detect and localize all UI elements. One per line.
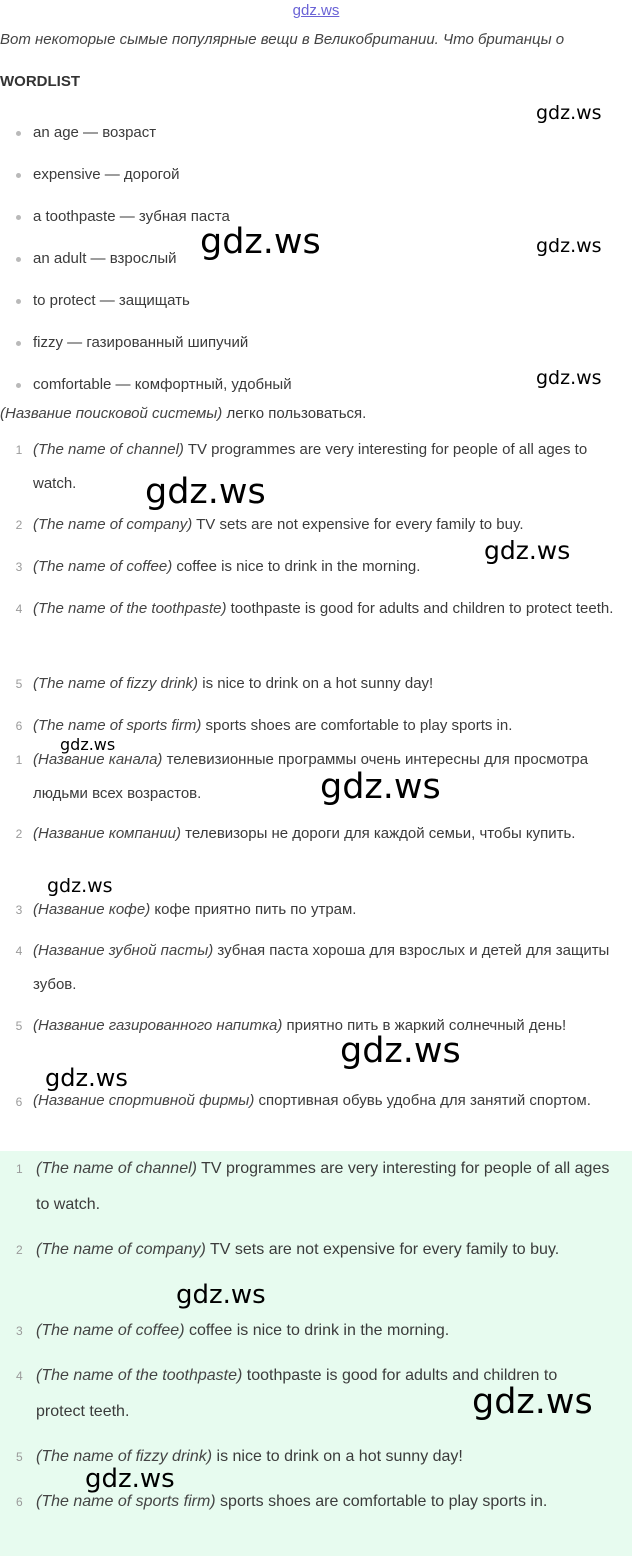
english-sentence [33,667,628,701]
item-number: 2 [15,827,23,841]
sentence-name: (Название компании) [33,825,182,842]
wordlist-heading: WORDLIST [0,73,80,90]
sentence-name: (The name of sports firm) [36,1493,216,1510]
item-number: 2 [16,1243,23,1257]
site-link[interactable]: gdz.ws [292,2,340,19]
sentence-text: toothpaste is good for adults and children to protect teeth. [226,600,614,617]
sentence-name: (The name of channel) [36,1160,197,1177]
sentence-name: (The name of the toothpaste) [33,600,227,617]
sentence-name: (The name of company) [33,516,193,533]
english-sentence [33,709,628,743]
sentence-name: (The name of coffee) [33,558,173,575]
sentence-text: TV programmes are very interesting for people of all ages to watch. [36,1160,610,1213]
watermark: gdz.ws [176,1280,266,1310]
sentence-text: TV programmes are very interesting for people of all ages to watch. [33,441,588,492]
bullet-icon [16,383,21,388]
sentence-text: is nice to drink on a hot sunny day! [212,1448,463,1465]
bullet-icon [16,131,21,136]
item-number: 4 [16,1369,23,1383]
item-number: 6 [15,1095,23,1109]
wordlist-item: to protect — защищать [33,292,190,309]
bullet-icon [16,257,21,262]
sentence-text: телевизоры не дороги для каждой семьи, чтобы купить. [181,825,576,842]
wordlist-item: fizzy — газированный шипучий [33,334,249,351]
watermark: gdz.ws [340,1031,461,1071]
search-engine-text: легко пользоваться. [222,405,367,422]
sentence-name: (Название спортивной фирмы) [33,1092,255,1109]
sentence-text: coffee is nice to drink in the morning. [184,1322,450,1339]
watermark: gdz.ws [45,1064,128,1092]
sentence-name: (The name of channel) [33,441,184,458]
bullet-icon [16,173,21,178]
item-number: 6 [16,1495,23,1509]
sentence-text: TV sets are not expensive for every family to buy. [192,516,524,533]
item-number: 1 [15,443,23,457]
answer-sentence [36,1313,626,1349]
item-number: 3 [15,903,23,917]
sentence-text: is nice to drink on a hot sunny day! [198,675,434,692]
item-number: 5 [15,677,23,691]
item-number: 5 [15,1019,23,1033]
item-number: 1 [16,1162,23,1176]
sentence-text: зубная паста хороша для взрослых и детей для защиты зубов. [33,942,610,993]
watermark: gdz.ws [472,1382,593,1422]
watermark: gdz.ws [484,536,571,565]
sentence-text: кофе приятно пить по утрам. [150,901,357,918]
watermark: gdz.ws [60,735,116,754]
bullet-icon [16,341,21,346]
english-sentence [33,592,623,626]
watermark: gdz.ws [85,1464,175,1494]
russian-sentence [33,893,625,927]
bullet-icon [16,215,21,220]
russian-sentence [33,1009,613,1043]
answer-sentence [36,1151,626,1223]
sentence-name: (The name of coffee) [36,1322,185,1339]
sentence-name: (The name of the toothpaste) [36,1367,243,1384]
item-number: 3 [15,560,23,574]
sentence-text: sports shoes are comfortable to play sports in. [201,717,513,734]
item-number: 1 [15,753,23,767]
russian-sentence [33,817,625,851]
sentence-name: (The name of fizzy drink) [36,1448,213,1465]
sentence-name: (Название зубной пасты) [33,942,214,959]
wordlist-item: an age — возраст [33,124,157,141]
sentence-text: toothpaste is good for adults and children to protect teeth. [36,1367,558,1420]
intro-text: Вот некоторые сымые популярные вещи в Великобритании. Что британцы о [0,31,565,48]
sentence-name: (The name of sports firm) [33,717,202,734]
sentence-name: (The name of fizzy drink) [33,675,199,692]
sentence-text: TV sets are not expensive for every family to buy. [205,1241,560,1258]
sentence-name: (The name of company) [36,1241,206,1258]
watermark: gdz.ws [200,222,321,262]
item-number: 2 [15,518,23,532]
sentence-text: спортивная обувь удобна для занятий спортом. [254,1092,591,1109]
wordlist-item: expensive — дорогой [33,166,180,183]
watermark: gdz.ws [536,367,602,389]
sentence-text: телевизионные программы очень интересны для просмотра людьми всех возрастов. [33,751,589,802]
sentence-name: (Название канала) [33,751,163,768]
watermark: gdz.ws [145,472,266,512]
russian-sentence [33,934,628,1002]
sentence-name: (Название газированного напитка) [33,1017,283,1034]
bullet-icon [16,299,21,304]
item-number: 4 [15,602,23,616]
sentence-text: приятно пить в жаркий солнечный день! [282,1017,567,1034]
search-engine-sentence [0,405,366,422]
watermark: gdz.ws [320,767,441,807]
watermark: gdz.ws [47,875,113,897]
wordlist-item: a toothpaste — зубная паста [33,208,230,225]
answer-sentence [36,1232,616,1268]
item-number: 3 [16,1324,23,1338]
wordlist-item: comfortable — комфортный, удобный [33,376,292,393]
sentence-text: coffee is nice to drink in the morning. [172,558,421,575]
item-number: 5 [16,1450,23,1464]
english-sentence [33,433,623,501]
sentence-text: sports shoes are comfortable to play sports in. [215,1493,548,1510]
watermark: gdz.ws [536,235,602,257]
wordlist-item: an adult — взрослый [33,250,177,267]
item-number: 4 [15,944,23,958]
watermark: gdz.ws [536,102,602,124]
item-number: 6 [15,719,23,733]
sentence-name: (Название кофе) [33,901,151,918]
search-engine-name: (Название поисковой системы) [0,405,223,422]
